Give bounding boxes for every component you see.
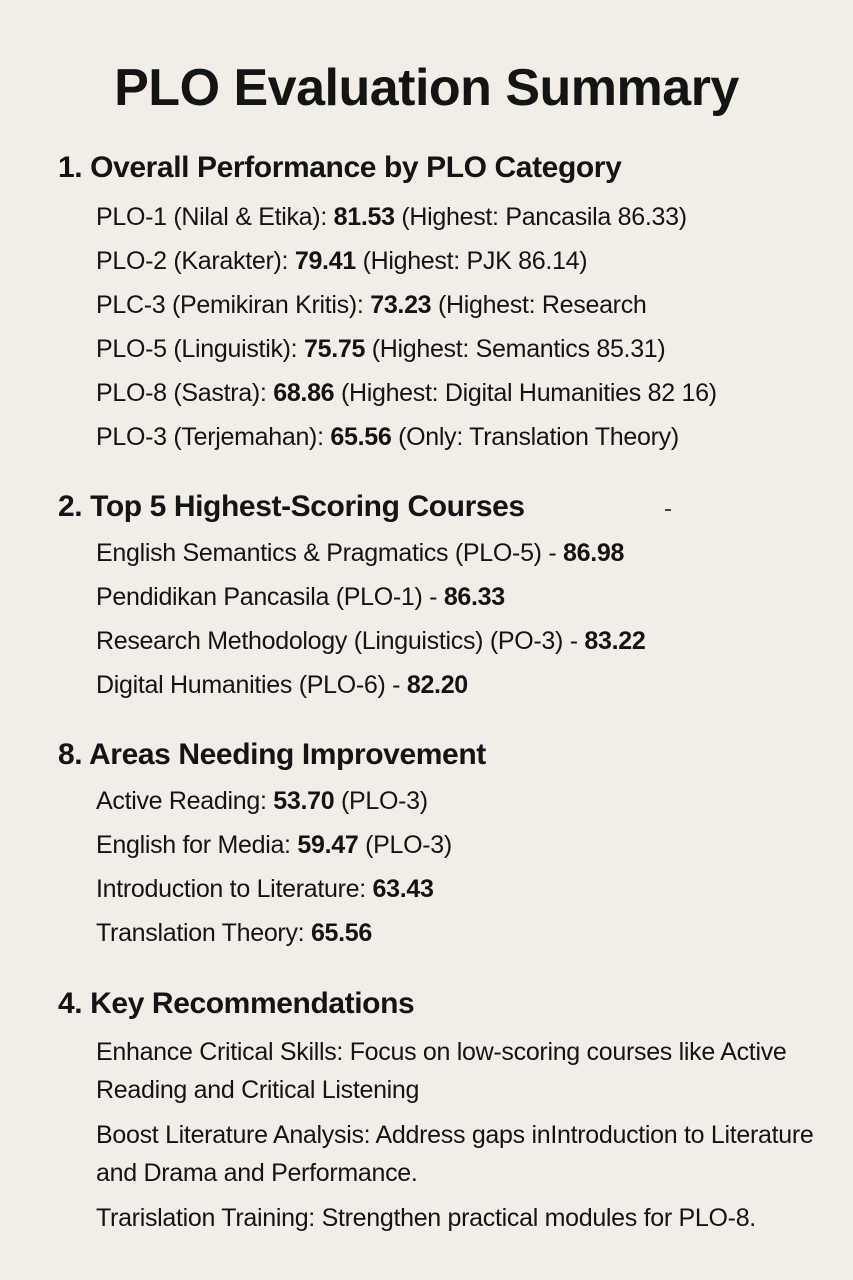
plo-score: 65.56 <box>330 423 392 451</box>
course-label: Research Methodology (Linguistics) (PO-3) - <box>96 627 578 655</box>
recommendation-item: Trarislation Training: Strengthen practical modules for PLO-8. <box>96 1204 756 1232</box>
plo-note: (Highest: Digital Humanities 82 16) <box>340 379 717 407</box>
course-row <box>96 582 505 612</box>
recommendation-item: Enhance Critical Skills: Focus on low-scoring courses like Active Reading and Critical Listening <box>96 1038 787 1104</box>
section-heading: 1. Overall Performance by PLO Category <box>58 151 622 184</box>
improvement-score: 59.47 <box>297 831 359 859</box>
course-score: 83.22 <box>584 627 646 655</box>
improvement-label: English for Media: <box>96 831 291 859</box>
improvement-row <box>96 786 428 816</box>
course-score: 86.33 <box>443 583 505 611</box>
section-heading: 4. Key Recommendations <box>58 987 415 1020</box>
plo-label: PLO-8 (Sastra): <box>96 379 267 407</box>
course-score: 82.20 <box>406 671 468 699</box>
plo-note: (Highest: Research <box>437 291 647 319</box>
course-row <box>96 538 624 568</box>
improvement-label: Introduction to Literature: <box>96 875 366 903</box>
improvement-label: Translation Theory: <box>96 919 305 947</box>
plo-label: PLO-2 (Karakter): <box>96 247 289 275</box>
course-row <box>96 670 468 700</box>
improvement-note: (PLO-3) <box>340 787 428 815</box>
plo-note: (Highest: Pancasila 86.33) <box>401 203 687 231</box>
course-label: Digital Humanities (PLO-6) - <box>96 671 401 699</box>
stray-dash <box>665 509 671 511</box>
improvement-score: 63.43 <box>372 875 434 903</box>
course-row <box>96 626 645 656</box>
plo-row <box>96 290 647 320</box>
course-score: 86.98 <box>563 539 625 567</box>
plo-note: (Highest: Semantics 85.31) <box>371 335 666 363</box>
improvement-note: (PLO-3) <box>365 831 452 859</box>
plo-row <box>96 246 587 276</box>
plo-score: 79.41 <box>294 247 356 275</box>
improvement-score: 53.70 <box>273 787 335 815</box>
plo-label: PLC-3 (Pemikiran Kritis): <box>96 291 364 319</box>
improvement-score: 65.56 <box>310 919 373 947</box>
improvement-row <box>96 830 452 860</box>
plo-label: PLO-5 (Linguistik): <box>96 335 298 363</box>
page-title: PLO Evaluation Summary <box>114 59 739 117</box>
plo-row <box>96 334 665 364</box>
course-label: English Semantics & Pragmatics (PLO-5) - <box>96 539 557 567</box>
section-heading: 2. Top 5 Highest-Scoring Courses <box>58 490 525 523</box>
plo-label: PLO-1 (Nilal & Etika): <box>96 203 327 231</box>
plo-score: 75.75 <box>303 335 366 363</box>
improvement-label: Active Reading: <box>96 787 267 815</box>
plo-note: (Highest: PJK 86.14) <box>362 247 588 275</box>
plo-row <box>96 202 687 232</box>
plo-score: 68.86 <box>273 379 335 407</box>
section-heading: 8. Areas Needing Improvement <box>58 738 486 771</box>
plo-score: 81.53 <box>333 203 395 231</box>
plo-note: (Only: Translation Theory) <box>398 423 679 451</box>
plo-score: 73.23 <box>370 291 432 319</box>
recommendation-item: Boost Literature Analysis: Address gaps inIntroduction to Literature and Drama and Performance. <box>96 1121 814 1187</box>
plo-row <box>96 422 679 452</box>
improvement-row <box>96 918 372 948</box>
plo-label: PLO-3 (Terjemahan): <box>96 423 324 451</box>
plo-row <box>96 378 717 408</box>
course-label: Pendidikan Pancasila (PLO-1) - <box>96 583 438 611</box>
improvement-row <box>96 874 434 904</box>
